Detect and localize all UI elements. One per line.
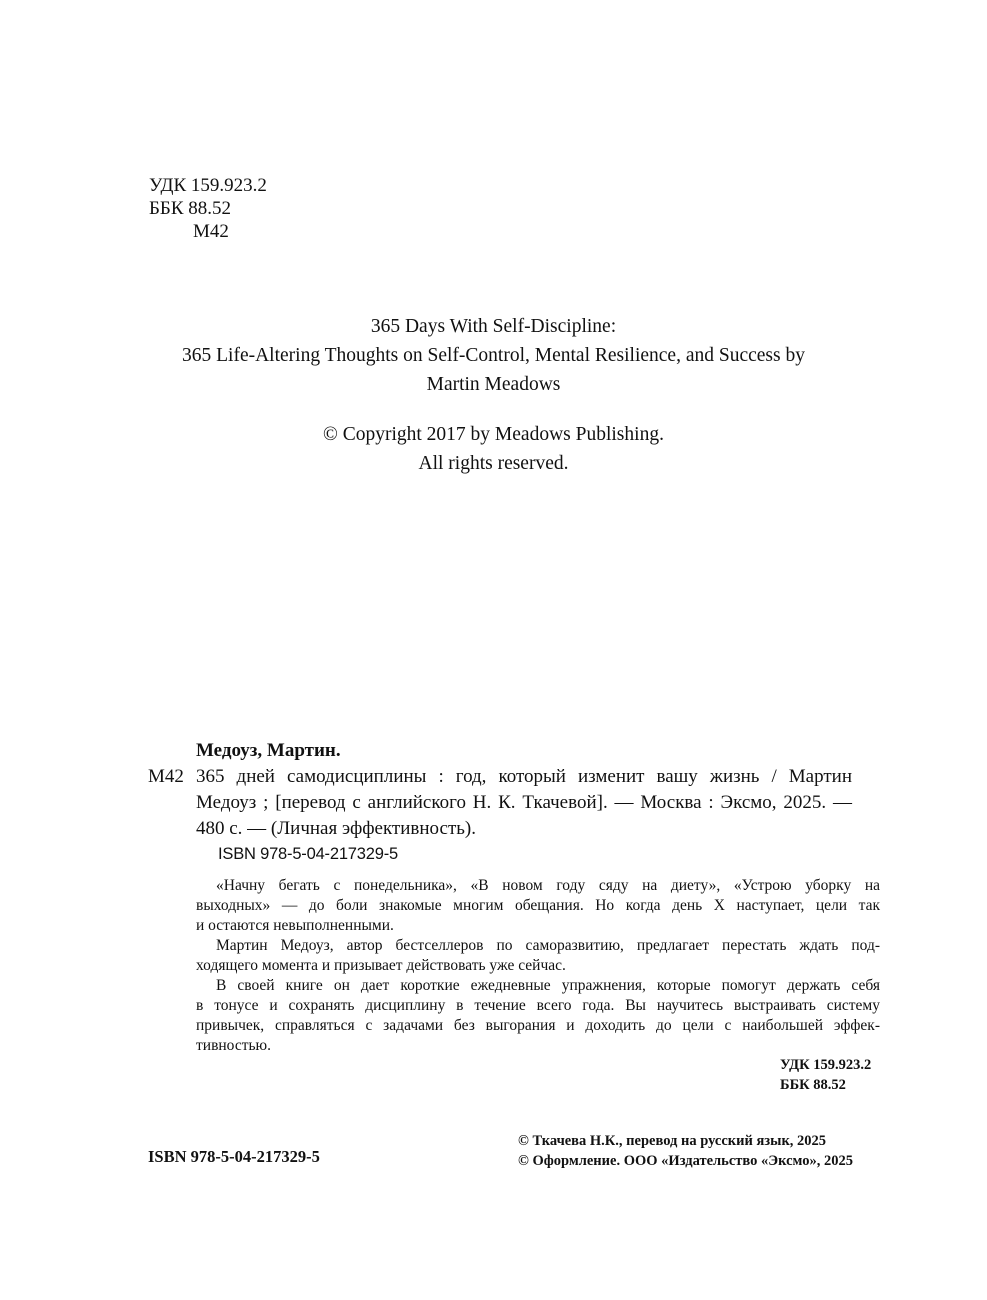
original-rights: All rights reserved. <box>418 453 569 474</box>
original-title-line-2: 365 Life-Altering Thoughts on Self-Control, Mental Resilience, and Success by <box>182 345 805 366</box>
imprint-isbn: ISBN 978-5-04-217329-5 <box>148 1147 320 1166</box>
bottom-udk-code: УДК 159.923.2 <box>780 1057 872 1073</box>
annotation-line: «Начну бегать с понедельника», «В новом году сяду на диету», «Устрою уборку на <box>216 877 880 894</box>
copyright-design: © Оформление. ООО «Издательство «Эксмо», 2025 <box>518 1153 853 1169</box>
annotation-line: тивностью. <box>196 1037 271 1054</box>
original-title-line-1: 365 Days With Self-Discipline: <box>370 316 617 337</box>
bottom-classification <box>780 1055 871 1095</box>
bbk-code: ББК 88.52 <box>149 198 231 219</box>
annotation-line: привычек, справляться с задачами без выгорания и доходить до цели с наибольшей эффек- <box>196 1017 880 1034</box>
annotation <box>196 876 880 1056</box>
annotation-line: В своей книге он дает короткие ежедневные упражнения, которые помогут держать себя <box>216 977 880 994</box>
original-copyright-block <box>0 420 987 478</box>
copyright-translation: © Ткачева Н.К., перевод на русский язык, 2025 <box>518 1133 827 1149</box>
record-description-line: Медоуз ; [перевод с английского Н. К. Ткачевой]. — Москва : Эксмо, 2025. — <box>196 792 852 813</box>
classification-block <box>149 174 267 243</box>
record-author-heading: Медоуз, Мартин. <box>196 740 341 761</box>
annotation-paragraph <box>196 936 880 976</box>
annotation-line: Мартин Медоуз, автор бестселлеров по саморазвитию, предлагает перестать ждать под- <box>216 937 880 954</box>
record-description <box>196 764 852 842</box>
annotation-line: и остаются невыполненными. <box>196 917 394 934</box>
original-title-block <box>0 312 987 399</box>
record-description-line: 480 с. — (Личная эффективность). <box>196 818 476 839</box>
bottom-bbk-code: ББК 88.52 <box>780 1077 846 1093</box>
annotation-paragraph <box>196 876 880 936</box>
udk-code: УДК 159.923.2 <box>149 175 267 196</box>
annotation-line: выходных» — до боли знакомые многим обещания. Но когда день Х наступает, цели так <box>196 897 880 914</box>
author-mark: М42 <box>193 221 229 242</box>
annotation-paragraph <box>196 976 880 1056</box>
record-isbn: ISBN 978-5-04-217329-5 <box>218 845 398 863</box>
record-description-line: 365 дней самодисциплины : год, который изменит вашу жизнь / Мартин <box>196 766 852 787</box>
record-author-mark: М42 <box>148 766 184 787</box>
annotation-line: ходящего момента и призывает действовать уже сейчас. <box>196 957 566 974</box>
imprint-copyrights <box>518 1131 853 1171</box>
original-copyright: © Copyright 2017 by Meadows Publishing. <box>323 424 664 445</box>
annotation-line: в тонусе и сохранять дисциплину в течение всего года. Вы научитесь выстраивать систему <box>196 997 880 1014</box>
original-author: Martin Meadows <box>426 374 561 395</box>
